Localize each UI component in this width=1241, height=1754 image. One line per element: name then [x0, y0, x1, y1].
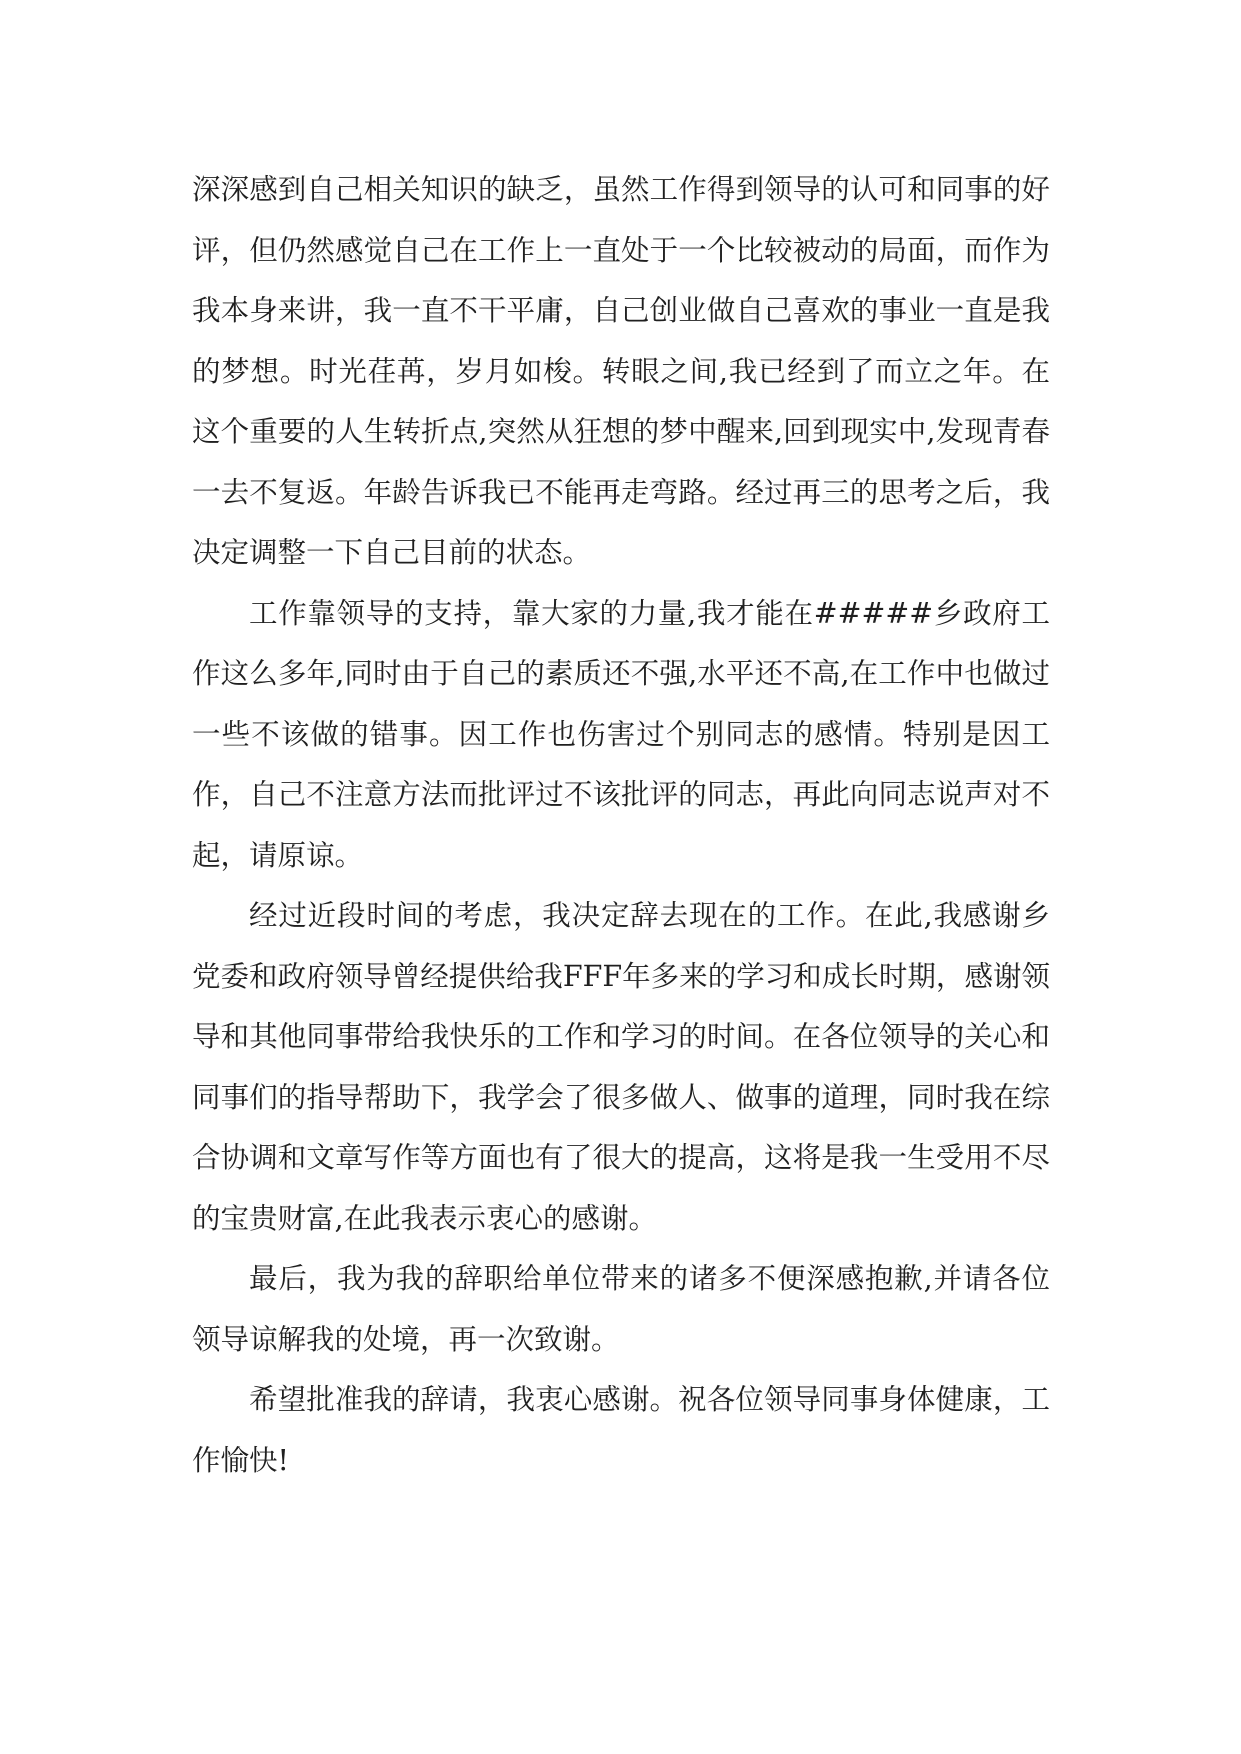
paragraph-5: 希望批准我的辞请，我衷心感谢。祝各位领导同事身体健康，工作愉快!: [192, 1383, 1050, 1477]
document-page: [192, 160, 1050, 1491]
paragraph-1: 深深感到自己相关知识的缺乏，虽然工作得到领导的认可和同事的好评，但仍然感觉自己在工作上一直处于一个比较被动的局面，而作为我本身来讲，我一直不干平庸，自己创业做自己喜欢的事业一直是我的梦想。时光荏苒，岁月如梭。转眼之间,我已经到了而立之年。在这个重要的人生转折点,突然从狂想的梦中醒来,回到现实中,发现青春一去不复返。年龄告诉我已不能再走弯路。经过再三的思考之后，我决定调整一下自己目前的状态。: [192, 173, 1050, 569]
paragraph-2: 工作靠领导的支持，靠大家的力量,我才能在#####乡政府工作这么多年,同时由于自己的素质还不强,水平还不高,在工作中也做过一些不该做的错事。因工作也伤害过个别同志的感情。特别是因工作，自己不注意方法而批评过不该批评的同志，再此向同志说声对不起，请原谅。: [192, 596, 1050, 872]
paragraph-3: 经过近段时间的考虑，我决定辞去现在的工作。在此,我感谢乡党委和政府领导曾经提供给我FFF年多来的学习和成长时期，感谢领导和其他同事带给我快乐的工作和学习的时间。在各位领导的关心和同事们的指导帮助下，我学会了很多做人、做事的道理，同时我在综合协调和文章写作等方面也有了很大的提高，这将是我一生受用不尽的宝贵财富,在此我表示衷心的感谢。: [192, 899, 1050, 1235]
paragraph-4: 最后，我为我的辞职给单位带来的诸多不便深感抱歉,并请各位领导谅解我的处境，再一次致谢。: [192, 1262, 1050, 1356]
